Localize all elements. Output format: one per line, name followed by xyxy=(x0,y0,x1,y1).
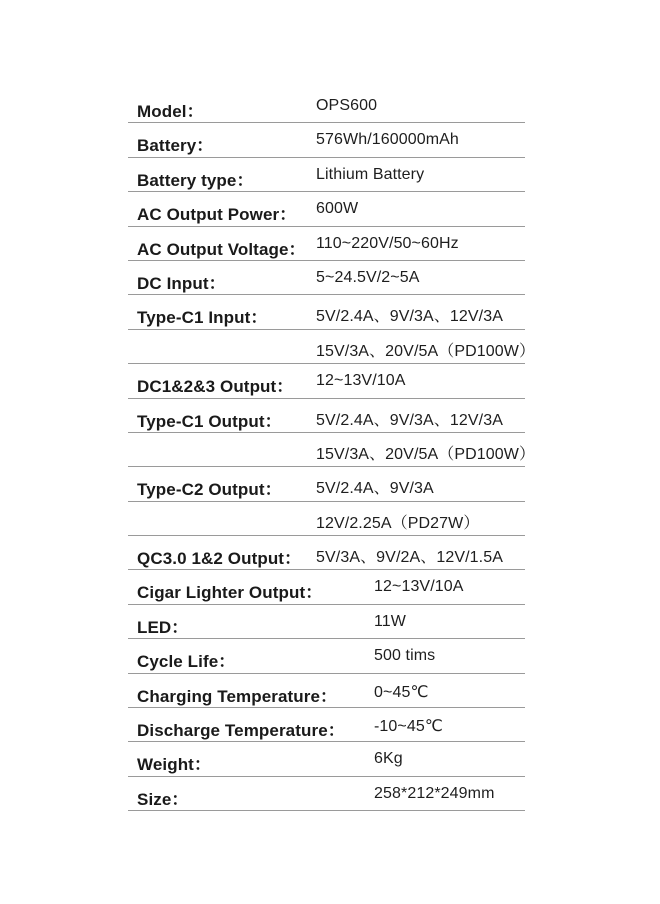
spec-value: 5V/2.4A、9V/3A xyxy=(316,480,434,498)
spec-label: Cycle Life： xyxy=(137,652,236,672)
spec-label: Size： xyxy=(137,789,189,809)
spec-row-weight xyxy=(128,742,525,776)
spec-row-cycle-life xyxy=(128,639,525,673)
spec-row-dc-input xyxy=(128,261,525,295)
spec-row-type-c1-input xyxy=(128,295,525,329)
spec-label: Model： xyxy=(137,102,204,121)
spec-value: 5V/2.4A、9V/3A、12V/3A xyxy=(316,411,503,429)
spec-value: Lithium Battery xyxy=(316,165,425,183)
spec-label: Type-C2 Output： xyxy=(137,480,282,500)
spec-value: 600W xyxy=(316,200,359,218)
spec-label: Battery： xyxy=(137,136,214,156)
spec-row-battery xyxy=(128,123,525,157)
spec-label: DC Input： xyxy=(137,273,226,293)
spec-value: OPS600 xyxy=(316,97,378,114)
spec-row-led xyxy=(128,605,525,639)
spec-value: 15V/3A、20V/5A（PD100W） xyxy=(316,342,536,360)
spec-label: Type-C1 Output： xyxy=(137,411,282,431)
spec-value: 12~13V/10A xyxy=(316,372,406,390)
spec-label: Charging Temperature： xyxy=(137,686,338,706)
spec-label: Type-C1 Input： xyxy=(137,308,268,328)
spec-value: 0~45℃ xyxy=(374,683,429,701)
spec-value: 5V/2.4A、9V/3A、12V/3A xyxy=(316,308,503,326)
spec-row-discharge-temperature xyxy=(128,708,525,742)
spec-value: 12V/2.25A（PD27W） xyxy=(316,514,480,532)
spec-value: 110~220V/50~60Hz xyxy=(316,234,459,252)
spec-row-charging-temperature xyxy=(128,674,525,708)
spec-label: LED： xyxy=(137,617,189,637)
spec-value: 258*212*249mm xyxy=(374,784,495,802)
spec-value: 12~13V/10A xyxy=(374,578,464,596)
spec-value: 576Wh/160000mAh xyxy=(316,131,459,149)
spec-value: 6Kg xyxy=(374,750,403,768)
spec-row-qc-output xyxy=(128,536,525,570)
spec-row-ac-output-power xyxy=(128,192,525,226)
spec-label: Cigar Lighter Output： xyxy=(137,583,323,603)
spec-row-battery-type xyxy=(128,158,525,192)
spec-row-size xyxy=(128,777,525,811)
spec-row-type-c1-input-cont xyxy=(128,330,536,364)
spec-row-type-c1-output-cont xyxy=(128,433,536,467)
spec-value: 5~24.5V/2~5A xyxy=(316,268,420,286)
spec-label: AC Output Voltage： xyxy=(137,239,306,259)
spec-value: 11W xyxy=(374,612,407,630)
spec-row-cigar-lighter-output xyxy=(128,570,525,604)
spec-label: AC Output Power： xyxy=(137,205,297,225)
spec-value: -10~45℃ xyxy=(374,718,443,736)
spec-label: QC3.0 1&2 Output： xyxy=(137,549,302,569)
spec-value: 15V/3A、20V/5A（PD100W） xyxy=(316,445,536,463)
spec-row-model xyxy=(128,89,525,123)
spec-label: Battery type： xyxy=(137,170,254,190)
spec-value: 500 tims xyxy=(374,647,436,665)
spec-row-ac-output-voltage xyxy=(128,227,525,261)
spec-row-dc-output xyxy=(128,364,525,398)
spec-table xyxy=(128,89,536,811)
spec-row-type-c2-output-cont xyxy=(128,502,525,536)
spec-value: 5V/3A、9V/2A、12V/1.5A xyxy=(316,549,503,567)
spec-row-type-c2-output xyxy=(128,467,525,501)
spec-label: Discharge Temperature： xyxy=(137,721,345,741)
spec-label: DC1&2&3 Output： xyxy=(137,377,294,397)
spec-row-type-c1-output xyxy=(128,399,525,433)
spec-label: Weight： xyxy=(137,755,212,775)
